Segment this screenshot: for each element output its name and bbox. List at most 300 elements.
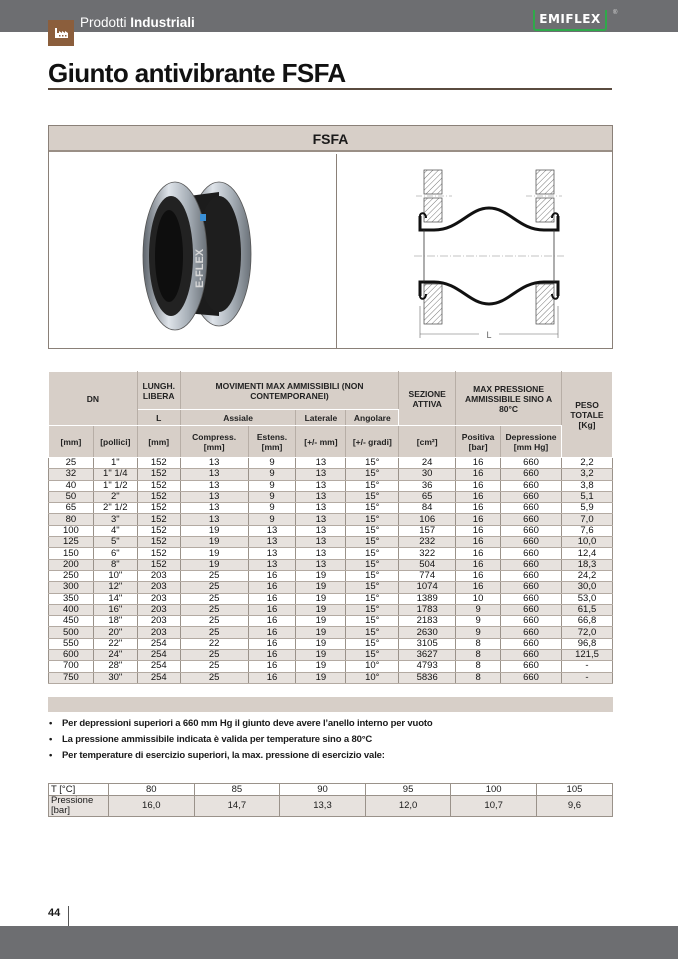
table-cell: 660 bbox=[501, 570, 562, 581]
table-cell: 3,8 bbox=[562, 480, 613, 491]
table-row bbox=[49, 638, 613, 649]
table-cell: 254 bbox=[137, 638, 180, 649]
table-cell: 7,0 bbox=[562, 514, 613, 525]
pressure-row bbox=[49, 796, 613, 817]
table-cell: 19 bbox=[296, 638, 346, 649]
table-cell: 15° bbox=[346, 616, 399, 627]
pressure-cell: 10,7 bbox=[451, 796, 537, 817]
table-cell: 15° bbox=[346, 638, 399, 649]
footer-bar bbox=[0, 926, 678, 959]
table-cell: 16 bbox=[456, 559, 501, 570]
table-cell: 5836 bbox=[399, 672, 456, 683]
table-cell: 22" bbox=[93, 638, 137, 649]
pressure-cell: 16,0 bbox=[109, 796, 195, 817]
table-cell: 25 bbox=[180, 616, 248, 627]
pressure-cell: 13,3 bbox=[280, 796, 366, 817]
table-cell: 16 bbox=[248, 570, 296, 581]
temp-cell: 85 bbox=[194, 784, 280, 796]
table-cell: 16 bbox=[248, 604, 296, 615]
table-cell: 18" bbox=[93, 616, 137, 627]
table-cell: 53,0 bbox=[562, 593, 613, 604]
table-cell: 15° bbox=[346, 469, 399, 480]
table-cell: 8 bbox=[456, 638, 501, 649]
table-cell: 8" bbox=[93, 559, 137, 570]
table-cell: 660 bbox=[501, 458, 562, 469]
table-cell: 3105 bbox=[399, 638, 456, 649]
table-cell: 100 bbox=[49, 525, 94, 536]
table-cell: 14" bbox=[93, 593, 137, 604]
header-compress: Compress. [mm] bbox=[180, 426, 248, 458]
spec-table-body bbox=[49, 458, 613, 684]
table-cell: 32 bbox=[49, 469, 94, 480]
table-cell: 13 bbox=[180, 469, 248, 480]
table-cell: 660 bbox=[501, 672, 562, 683]
table-cell: 16 bbox=[456, 469, 501, 480]
table-row bbox=[49, 514, 613, 525]
table-cell: 25 bbox=[180, 604, 248, 615]
temp-cell: 100 bbox=[451, 784, 537, 796]
table-cell: 66,8 bbox=[562, 616, 613, 627]
table-cell: 157 bbox=[399, 525, 456, 536]
table-cell: 350 bbox=[49, 593, 94, 604]
pressure-cell: 9,6 bbox=[536, 796, 612, 817]
table-row bbox=[49, 616, 613, 627]
table-cell: 9 bbox=[456, 604, 501, 615]
table-cell: 16 bbox=[248, 627, 296, 638]
table-cell: 15° bbox=[346, 650, 399, 661]
table-row bbox=[49, 559, 613, 570]
note-item: • La pressione ammissibile indicata è valida per temperature sino a 80°C bbox=[48, 732, 613, 748]
table-cell: - bbox=[562, 661, 613, 672]
table-cell: 152 bbox=[137, 537, 180, 548]
note-item: • Per temperature di esercizio superiori, la max. pressione di esercizio vale: bbox=[48, 748, 613, 764]
table-row bbox=[49, 582, 613, 593]
table-cell: 125 bbox=[49, 537, 94, 548]
table-cell: 504 bbox=[399, 559, 456, 570]
page-number-divider bbox=[68, 906, 69, 926]
table-cell: 9 bbox=[248, 503, 296, 514]
panel-divider bbox=[336, 154, 337, 348]
product-photo bbox=[139, 176, 259, 336]
table-cell: 19 bbox=[296, 593, 346, 604]
table-cell: 450 bbox=[49, 616, 94, 627]
table-cell: 660 bbox=[501, 604, 562, 615]
table-cell: 25 bbox=[180, 672, 248, 683]
table-cell: 2183 bbox=[399, 616, 456, 627]
table-cell: 13 bbox=[180, 503, 248, 514]
table-cell: 16 bbox=[248, 582, 296, 593]
table-cell: 16 bbox=[456, 514, 501, 525]
table-cell: 30,0 bbox=[562, 582, 613, 593]
table-cell: 13 bbox=[296, 469, 346, 480]
table-cell: 12" bbox=[93, 582, 137, 593]
table-cell: 15° bbox=[346, 570, 399, 581]
table-cell: 152 bbox=[137, 480, 180, 491]
temperature-row bbox=[49, 784, 613, 796]
table-cell: 203 bbox=[137, 616, 180, 627]
table-cell: 9 bbox=[456, 616, 501, 627]
note-item: • Per depressioni superiori a 660 mm Hg il giunto deve avere l’anello interno per vuoto bbox=[48, 716, 613, 732]
table-row bbox=[49, 650, 613, 661]
table-cell: 121,5 bbox=[562, 650, 613, 661]
table-cell: 16 bbox=[248, 593, 296, 604]
table-cell: 203 bbox=[137, 570, 180, 581]
table-cell: 19 bbox=[180, 525, 248, 536]
table-cell: 25 bbox=[180, 650, 248, 661]
table-cell: 500 bbox=[49, 627, 94, 638]
header-dn: DN bbox=[49, 372, 138, 426]
table-cell: 660 bbox=[501, 491, 562, 502]
page-title: Giunto antivibrante FSFA bbox=[48, 58, 346, 88]
registered-mark: ® bbox=[613, 10, 618, 16]
table-cell: 19 bbox=[296, 582, 346, 593]
table-cell: 16" bbox=[93, 604, 137, 615]
category-light: Prodotti bbox=[80, 15, 127, 30]
table-cell: 15° bbox=[346, 604, 399, 615]
table-cell: 15° bbox=[346, 480, 399, 491]
spec-table bbox=[48, 371, 613, 684]
table-cell: 19 bbox=[296, 616, 346, 627]
table-cell: 1389 bbox=[399, 593, 456, 604]
table-cell: 660 bbox=[501, 638, 562, 649]
table-cell: 15° bbox=[346, 491, 399, 502]
table-cell: 50 bbox=[49, 491, 94, 502]
table-cell: 15° bbox=[346, 458, 399, 469]
table-cell: 24 bbox=[399, 458, 456, 469]
table-cell: 10,0 bbox=[562, 537, 613, 548]
table-cell: 13 bbox=[296, 559, 346, 570]
table-cell: 30" bbox=[93, 672, 137, 683]
table-cell: 16 bbox=[248, 650, 296, 661]
table-cell: 15° bbox=[346, 514, 399, 525]
product-panel bbox=[48, 125, 613, 349]
table-row bbox=[49, 593, 613, 604]
table-cell: 9 bbox=[248, 491, 296, 502]
table-cell: 13 bbox=[180, 491, 248, 502]
table-cell: 254 bbox=[137, 672, 180, 683]
table-cell: 203 bbox=[137, 593, 180, 604]
table-cell: 203 bbox=[137, 604, 180, 615]
table-cell: 96,8 bbox=[562, 638, 613, 649]
header-mm-l: [mm] bbox=[137, 426, 180, 458]
table-cell: 10" bbox=[93, 570, 137, 581]
table-cell: 700 bbox=[49, 661, 94, 672]
table-cell: 15° bbox=[346, 548, 399, 559]
table-cell: 15° bbox=[346, 537, 399, 548]
table-cell: 7,6 bbox=[562, 525, 613, 536]
header-cm2: [cm²] bbox=[399, 426, 456, 458]
table-cell: 152 bbox=[137, 525, 180, 536]
table-cell: 152 bbox=[137, 548, 180, 559]
row-label: T [°C] bbox=[49, 784, 109, 796]
product-name: FSFA bbox=[49, 126, 612, 152]
header-lungh: LUNGH. LIBERA bbox=[137, 372, 180, 410]
table-cell: 9 bbox=[248, 480, 296, 491]
table-cell: 65 bbox=[49, 503, 94, 514]
table-cell: 25 bbox=[180, 582, 248, 593]
table-cell: 22 bbox=[180, 638, 248, 649]
table-cell: 3,2 bbox=[562, 469, 613, 480]
table-cell: 660 bbox=[501, 650, 562, 661]
table-cell: 16 bbox=[456, 458, 501, 469]
table-cell: 660 bbox=[501, 548, 562, 559]
table-row bbox=[49, 480, 613, 491]
header-peso: PESO TOTALE [Kg] bbox=[562, 372, 613, 458]
table-cell: 16 bbox=[248, 616, 296, 627]
technical-drawing bbox=[414, 166, 564, 346]
table-cell: 19 bbox=[296, 661, 346, 672]
header-movimenti: MOVIMENTI MAX AMMISSIBILI (NON CONTEMPORANEI) bbox=[180, 372, 399, 410]
table-row bbox=[49, 661, 613, 672]
table-cell: 400 bbox=[49, 604, 94, 615]
pressure-cell: 12,0 bbox=[365, 796, 451, 817]
table-row bbox=[49, 503, 613, 514]
table-cell: 80 bbox=[49, 514, 94, 525]
table-cell: 13 bbox=[296, 458, 346, 469]
table-cell: 1" 1/2 bbox=[93, 480, 137, 491]
table-cell: 65 bbox=[399, 491, 456, 502]
table-row bbox=[49, 604, 613, 615]
table-cell: 600 bbox=[49, 650, 94, 661]
table-cell: 152 bbox=[137, 469, 180, 480]
table-cell: 9 bbox=[456, 627, 501, 638]
header-laterale: Laterale bbox=[296, 410, 346, 426]
table-cell: 16 bbox=[456, 503, 501, 514]
table-row bbox=[49, 525, 613, 536]
table-cell: 13 bbox=[296, 480, 346, 491]
table-cell: 16 bbox=[456, 491, 501, 502]
table-cell: 25 bbox=[49, 458, 94, 469]
table-cell: 1" 1/4 bbox=[93, 469, 137, 480]
table-cell: 25 bbox=[180, 661, 248, 672]
table-cell: 106 bbox=[399, 514, 456, 525]
table-cell: 5,9 bbox=[562, 503, 613, 514]
table-cell: 152 bbox=[137, 458, 180, 469]
table-row bbox=[49, 672, 613, 683]
brand-logo bbox=[533, 10, 607, 31]
svg-text:E-FLEX: E-FLEX bbox=[194, 248, 206, 288]
header-depressione: Depressione [mm Hg] bbox=[501, 426, 562, 458]
table-cell: 660 bbox=[501, 480, 562, 491]
table-cell: 1" bbox=[93, 458, 137, 469]
table-cell: 13 bbox=[296, 514, 346, 525]
table-cell: 2630 bbox=[399, 627, 456, 638]
page-number: 44 bbox=[48, 907, 61, 919]
table-row bbox=[49, 570, 613, 581]
table-cell: 13 bbox=[296, 503, 346, 514]
table-cell: 660 bbox=[501, 537, 562, 548]
table-cell: 72,0 bbox=[562, 627, 613, 638]
table-cell: 9 bbox=[248, 458, 296, 469]
table-cell: 232 bbox=[399, 537, 456, 548]
table-cell: 660 bbox=[501, 627, 562, 638]
table-cell: 9 bbox=[248, 514, 296, 525]
table-cell: 16 bbox=[456, 570, 501, 581]
table-cell: 13 bbox=[296, 548, 346, 559]
table-cell: 300 bbox=[49, 582, 94, 593]
table-cell: 13 bbox=[296, 491, 346, 502]
brand-name: EMIFLEX bbox=[539, 12, 601, 26]
table-cell: 8 bbox=[456, 661, 501, 672]
table-cell: 250 bbox=[49, 570, 94, 581]
table-cell: 1074 bbox=[399, 582, 456, 593]
table-cell: 152 bbox=[137, 514, 180, 525]
table-cell: 322 bbox=[399, 548, 456, 559]
table-cell: 6" bbox=[93, 548, 137, 559]
table-cell: 16 bbox=[456, 537, 501, 548]
header-L: L bbox=[137, 410, 180, 426]
table-cell: 13 bbox=[248, 525, 296, 536]
table-cell: 16 bbox=[456, 480, 501, 491]
temp-cell: 105 bbox=[536, 784, 612, 796]
table-cell: 13 bbox=[248, 559, 296, 570]
table-row bbox=[49, 627, 613, 638]
table-cell: 660 bbox=[501, 582, 562, 593]
table-row bbox=[49, 458, 613, 469]
table-cell: 40 bbox=[49, 480, 94, 491]
table-cell: 13 bbox=[296, 525, 346, 536]
table-cell: 30 bbox=[399, 469, 456, 480]
table-cell: 20" bbox=[93, 627, 137, 638]
table-cell: 15° bbox=[346, 503, 399, 514]
table-cell: 750 bbox=[49, 672, 94, 683]
table-cell: 203 bbox=[137, 582, 180, 593]
table-cell: 2" bbox=[93, 491, 137, 502]
table-cell: 16 bbox=[248, 661, 296, 672]
table-cell: 152 bbox=[137, 491, 180, 502]
header-angolare: Angolare bbox=[346, 410, 399, 426]
table-cell: 660 bbox=[501, 593, 562, 604]
table-cell: 5,1 bbox=[562, 491, 613, 502]
header-sezione: SEZIONE ATTIVA bbox=[399, 372, 456, 426]
header-lat-unit: [+/- mm] bbox=[296, 426, 346, 458]
table-cell: 550 bbox=[49, 638, 94, 649]
table-cell: 2,2 bbox=[562, 458, 613, 469]
table-cell: 3" bbox=[93, 514, 137, 525]
table-cell: - bbox=[562, 672, 613, 683]
table-cell: 10 bbox=[456, 593, 501, 604]
table-cell: 16 bbox=[248, 638, 296, 649]
header-ang-unit: [+/- gradi] bbox=[346, 426, 399, 458]
table-cell: 84 bbox=[399, 503, 456, 514]
pressure-cell: 14,7 bbox=[194, 796, 280, 817]
table-row bbox=[49, 491, 613, 502]
table-cell: 8 bbox=[456, 650, 501, 661]
table-cell: 660 bbox=[501, 525, 562, 536]
factory-icon bbox=[48, 20, 74, 46]
table-cell: 9 bbox=[248, 469, 296, 480]
table-cell: 4" bbox=[93, 525, 137, 536]
temp-cell: 90 bbox=[280, 784, 366, 796]
table-cell: 13 bbox=[180, 458, 248, 469]
header-mm: [mm] bbox=[49, 426, 94, 458]
table-cell: 19 bbox=[296, 650, 346, 661]
table-cell: 16 bbox=[248, 672, 296, 683]
table-cell: 16 bbox=[456, 582, 501, 593]
table-cell: 19 bbox=[296, 570, 346, 581]
table-cell: 24,2 bbox=[562, 570, 613, 581]
table-cell: 4793 bbox=[399, 661, 456, 672]
table-cell: 16 bbox=[456, 525, 501, 536]
temp-cell: 80 bbox=[109, 784, 195, 796]
temperature-pressure-table bbox=[48, 783, 613, 817]
header-max-pressione: MAX PRESSIONE AMMISSIBILE SINO A 80°C bbox=[456, 372, 562, 426]
table-row bbox=[49, 469, 613, 480]
table-cell: 1783 bbox=[399, 604, 456, 615]
table-cell: 13 bbox=[180, 514, 248, 525]
table-cell: 12,4 bbox=[562, 548, 613, 559]
table-cell: 19 bbox=[296, 604, 346, 615]
table-cell: 5" bbox=[93, 537, 137, 548]
table-cell: 24" bbox=[93, 650, 137, 661]
table-cell: 774 bbox=[399, 570, 456, 581]
table-cell: 61,5 bbox=[562, 604, 613, 615]
table-cell: 660 bbox=[501, 559, 562, 570]
table-cell: 28" bbox=[93, 661, 137, 672]
table-cell: 16 bbox=[456, 548, 501, 559]
table-cell: 19 bbox=[180, 537, 248, 548]
table-cell: 8 bbox=[456, 672, 501, 683]
table-cell: 15° bbox=[346, 582, 399, 593]
table-cell: 2" 1/2 bbox=[93, 503, 137, 514]
table-cell: 19 bbox=[180, 548, 248, 559]
table-cell: 660 bbox=[501, 514, 562, 525]
notes-list bbox=[48, 716, 613, 764]
table-cell: 660 bbox=[501, 616, 562, 627]
table-cell: 152 bbox=[137, 503, 180, 514]
table-cell: 660 bbox=[501, 503, 562, 514]
table-cell: 13 bbox=[296, 537, 346, 548]
category-bold: Industriali bbox=[130, 15, 195, 30]
table-cell: 19 bbox=[180, 559, 248, 570]
category-label bbox=[80, 15, 195, 30]
table-cell: 13 bbox=[248, 548, 296, 559]
table-cell: 25 bbox=[180, 593, 248, 604]
notes-band bbox=[48, 697, 613, 712]
table-cell: 25 bbox=[180, 627, 248, 638]
header-estens: Estens. [mm] bbox=[248, 426, 296, 458]
header-pollici: [pollici] bbox=[93, 426, 137, 458]
table-row bbox=[49, 537, 613, 548]
svg-text:L: L bbox=[486, 330, 492, 340]
table-cell: 660 bbox=[501, 469, 562, 480]
table-cell: 25 bbox=[180, 570, 248, 581]
table-cell: 660 bbox=[501, 661, 562, 672]
header-positiva: Positiva [bar] bbox=[456, 426, 501, 458]
table-cell: 254 bbox=[137, 661, 180, 672]
table-cell: 203 bbox=[137, 627, 180, 638]
table-cell: 200 bbox=[49, 559, 94, 570]
row-label: Pressione [bar] bbox=[49, 796, 109, 817]
table-cell: 13 bbox=[248, 537, 296, 548]
table-cell: 15° bbox=[346, 559, 399, 570]
table-cell: 19 bbox=[296, 672, 346, 683]
table-cell: 36 bbox=[399, 480, 456, 491]
table-cell: 3627 bbox=[399, 650, 456, 661]
header-assiale: Assiale bbox=[180, 410, 296, 426]
table-cell: 15° bbox=[346, 593, 399, 604]
table-row bbox=[49, 548, 613, 559]
table-cell: 254 bbox=[137, 650, 180, 661]
table-cell: 13 bbox=[180, 480, 248, 491]
table-cell: 15° bbox=[346, 525, 399, 536]
table-cell: 10° bbox=[346, 661, 399, 672]
temp-cell: 95 bbox=[365, 784, 451, 796]
table-cell: 19 bbox=[296, 627, 346, 638]
title-underline bbox=[48, 88, 612, 90]
table-cell: 10° bbox=[346, 672, 399, 683]
table-cell: 18,3 bbox=[562, 559, 613, 570]
